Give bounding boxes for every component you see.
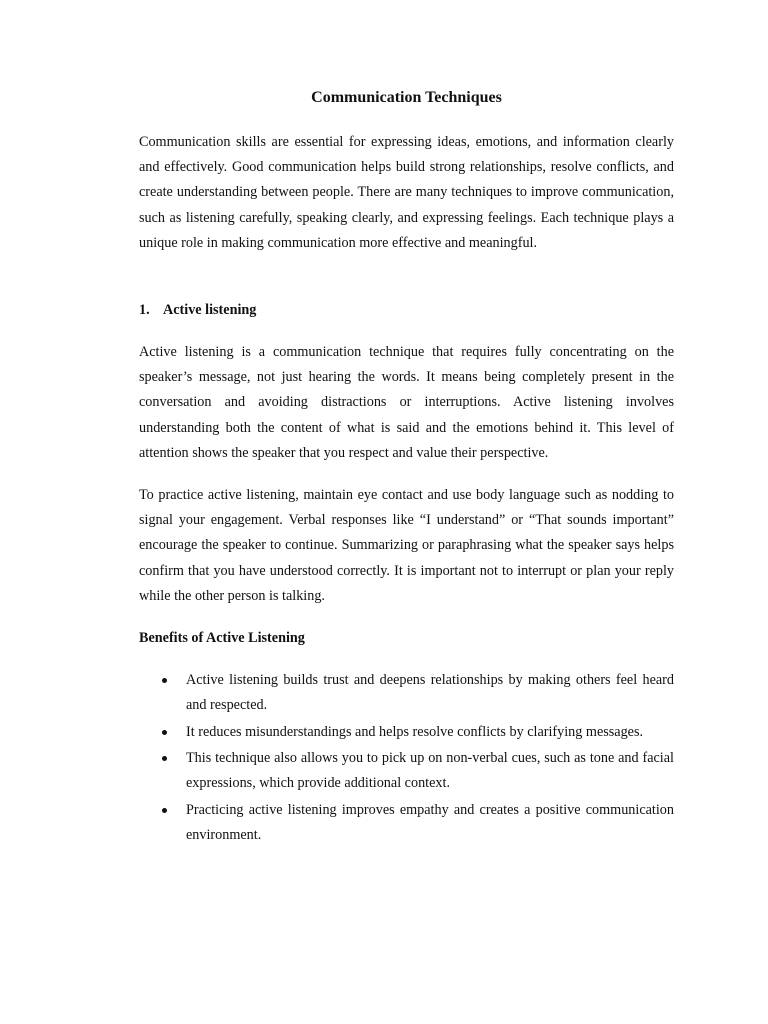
active-listening-paragraph-1: Active listening is a communication technique that requires fully concentrating on the speaker’s message, not just hearing the words. It means being completely present in the conversation and avoiding distractions or interruptions. Active listening involves understanding both the content of what is said and the emotions behind it. This level of attention shows the speaker that you respect and value their perspective. [139, 344, 674, 461]
list-item [139, 668, 674, 718]
list-item [139, 720, 674, 745]
intro-paragraph: Communication skills are essential for expressing ideas, emotions, and information clearly and effectively. Good communication helps build strong relationships, resolve conflicts, and create understanding between people. There are many techniques to improve communication, such as listening carefully, speaking clearly, and expressing feelings. Each technique plays a unique role in making communication more effective and meaningful. [139, 134, 674, 251]
section-number: 1. [139, 302, 150, 318]
benefits-list [139, 668, 674, 849]
list-item [139, 798, 674, 848]
list-item-text: It reduces misunderstandings and helps resolve conflicts by clarifying messages. [186, 723, 644, 740]
list-item-text: Active listening builds trust and deepens relationships by making others feel heard and respected. [186, 672, 674, 714]
bullet-icon [162, 678, 167, 683]
bullet-icon [162, 808, 167, 813]
list-item-text: This technique also allows you to pick up on non-verbal cues, such as tone and facial expressions, which provide additional context. [186, 749, 674, 792]
list-item-text: Practicing active listening improves empathy and creates a positive communication environment. [186, 801, 674, 843]
active-listening-paragraph-2: To practice active listening, maintain eye contact and use body language such as nodding to signal your engagement. Verbal responses like “I understand” or “That sounds important” encourage the speaker to continue. Summarizing or paraphrasing what the speaker says helps confirm that you have understood correctly. It is important not to interrupt or plan your reply while the other person is talking. [139, 487, 674, 604]
section-heading-text: Active listening [163, 302, 257, 318]
benefits-heading: Benefits of Active Listening [139, 630, 305, 646]
bullet-icon [162, 756, 167, 761]
bullet-icon [162, 730, 167, 735]
list-item [139, 746, 674, 796]
document-title: Communication Techniques [311, 89, 502, 106]
section-heading-active-listening [139, 300, 256, 320]
